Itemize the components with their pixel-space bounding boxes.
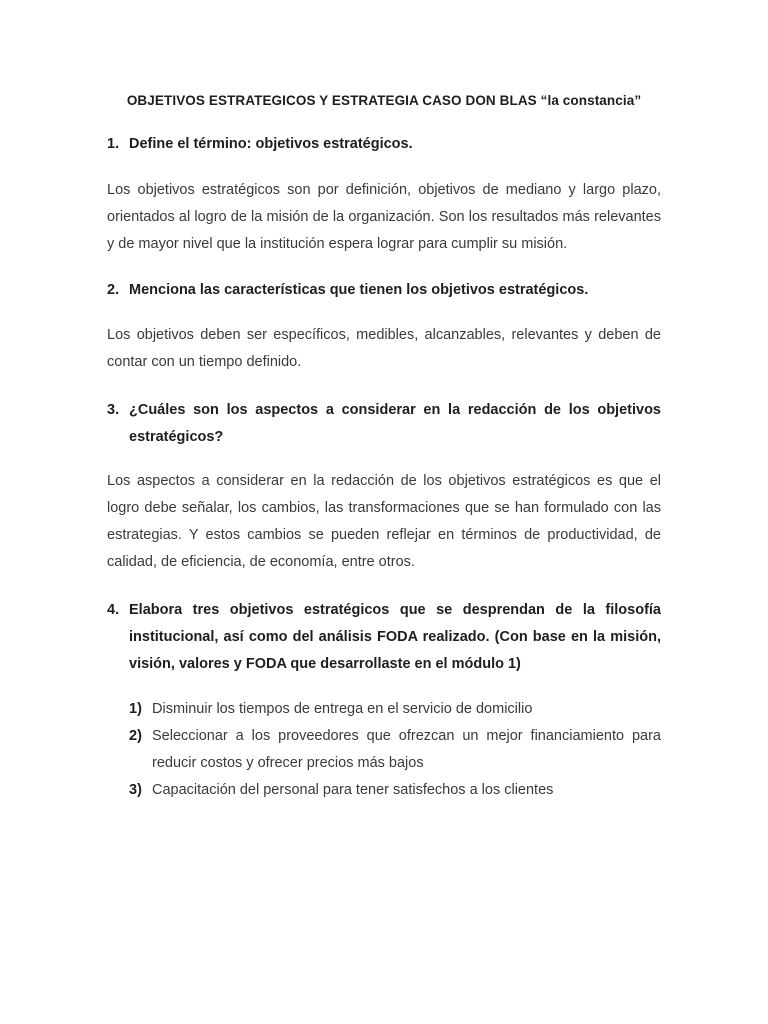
list-item: [129, 696, 661, 723]
question-number: 2.: [107, 282, 120, 298]
document-title: OBJETIVOS ESTRATEGICOS Y ESTRATEGIA CASO DON BLAS “la constancia”: [126, 93, 642, 108]
answer-1: Los objetivos estratégicos son por definición, objetivos de mediano y largo plazo, orientados al logro de la misión de la organización. Son los resultados más relevantes y de mayor nivel que la institución espera lograr para cumplir su misión.: [107, 182, 661, 252]
question-4: [107, 597, 661, 678]
question-number: 3.: [107, 402, 120, 418]
list-item-text: Seleccionar a los proveedores que ofrezcan un mejor financiamiento para reducir costos y ofrecer precios más bajos: [152, 728, 661, 771]
answer-3: Los aspectos a considerar en la redacción de los objetivos estratégicos es que el logro debe señalar, los cambios, las transformaciones que se han formulado con las estrategias. Y estos cambios se pueden reflejar en términos de productividad, de calidad, de eficiencia, de economía, entre otros.: [107, 473, 661, 570]
question-text: Define el término: objetivos estratégicos.: [129, 136, 413, 152]
list-item-number: 3): [129, 782, 142, 798]
question-text: Menciona las características que tienen los objetivos estratégicos.: [129, 282, 589, 298]
list-item: [129, 723, 661, 777]
question-number: 1.: [107, 136, 120, 152]
list-item-text: Disminuir los tiempos de entrega en el servicio de domicilio: [152, 701, 533, 717]
question-1: [107, 131, 661, 158]
list-item-text: Capacitación del personal para tener satisfechos a los clientes: [152, 782, 554, 798]
question-2: [107, 277, 661, 304]
list-item-number: 2): [129, 728, 142, 744]
question-3: [107, 397, 661, 451]
question-text: Elabora tres objetivos estratégicos que se desprendan de la filosofía institucional, así como del análisis FODA realizado. (Con base en la misión, visión, valores y FODA que desarrollaste en el módulo 1): [129, 602, 661, 672]
question-text: ¿Cuáles son los aspectos a considerar en la redacción de los objetivos estratégicos?: [129, 402, 661, 445]
answer-2: Los objetivos deben ser específicos, medibles, alcanzables, relevantes y deben de contar con un tiempo definido.: [107, 327, 661, 370]
objectives-list: [129, 696, 661, 804]
question-number: 4.: [107, 602, 120, 618]
list-item: [129, 777, 661, 804]
list-item-number: 1): [129, 701, 142, 717]
